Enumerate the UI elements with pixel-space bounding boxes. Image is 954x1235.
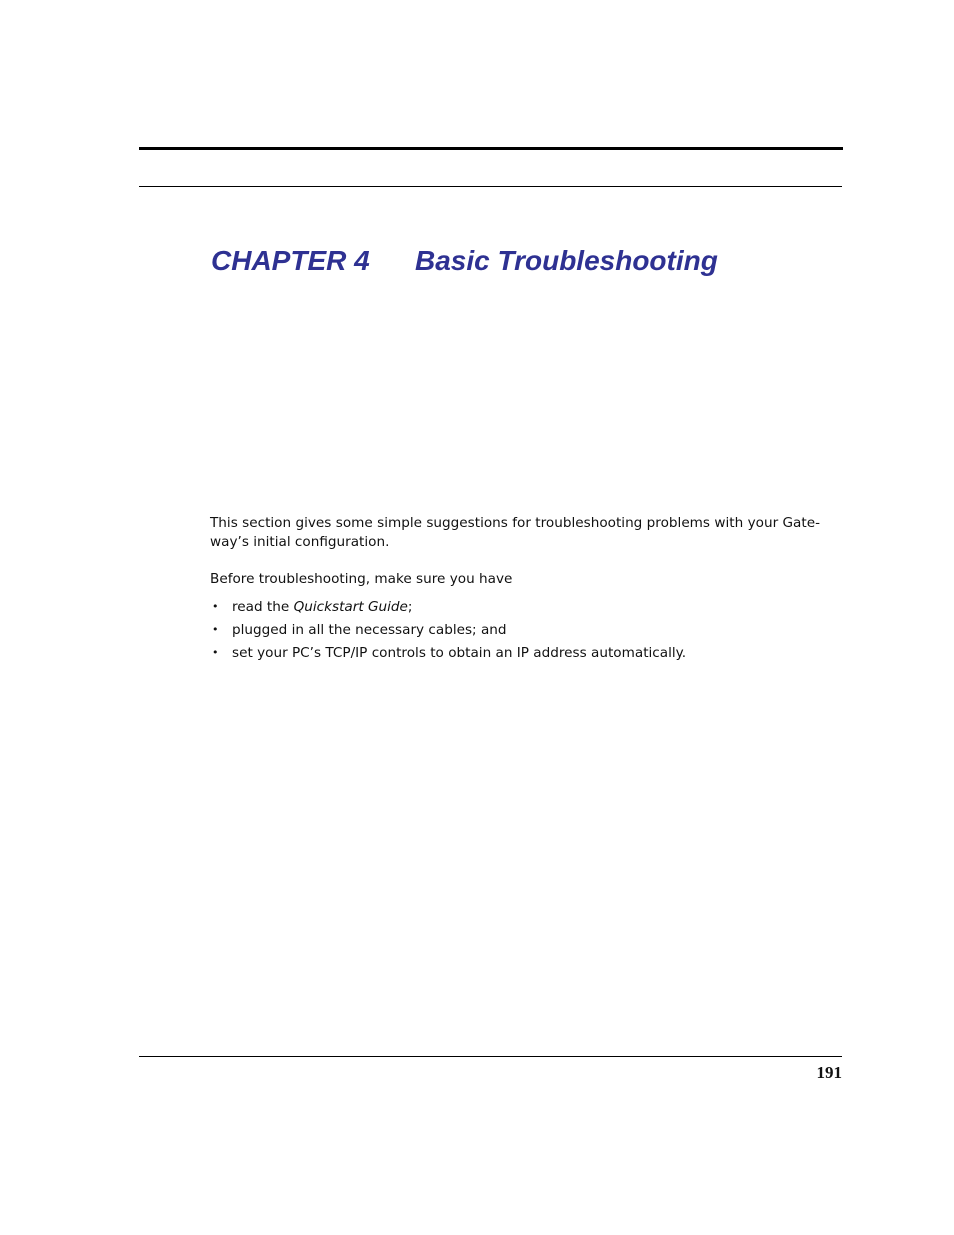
list-item: [210, 598, 830, 621]
header-rule-thin: [139, 186, 842, 187]
checklist-lead: Before troubleshooting, make sure you have: [210, 571, 513, 587]
list-item-text-end: ;: [407, 599, 413, 615]
list-item-text: set your PC’s TCP/IP controls to obtain an IP address automatically.: [232, 645, 687, 661]
page-number: 191: [816, 1063, 842, 1082]
list-item: [210, 621, 830, 644]
list-item-text: plugged in all the necessary cables; and: [232, 622, 507, 638]
list-item-text: read the: [232, 599, 294, 615]
chapter-number: CHAPTER 4: [211, 245, 370, 276]
checklist: [210, 598, 830, 667]
quickstart-guide-reference: Quickstart Guide: [293, 599, 408, 615]
intro-paragraph: This section gives some simple suggestions for troubleshooting problems with your Gate-way’s initial configuration.: [210, 515, 820, 550]
chapter-name: Basic Troubleshooting: [415, 245, 718, 276]
bullet-icon: •: [212, 646, 219, 659]
bullet-icon: •: [212, 623, 219, 636]
footer-rule: [139, 1056, 842, 1057]
list-item: [210, 644, 830, 667]
chapter-title: [211, 243, 718, 279]
header-rule-thick: [139, 147, 843, 150]
bullet-icon: •: [212, 600, 219, 613]
